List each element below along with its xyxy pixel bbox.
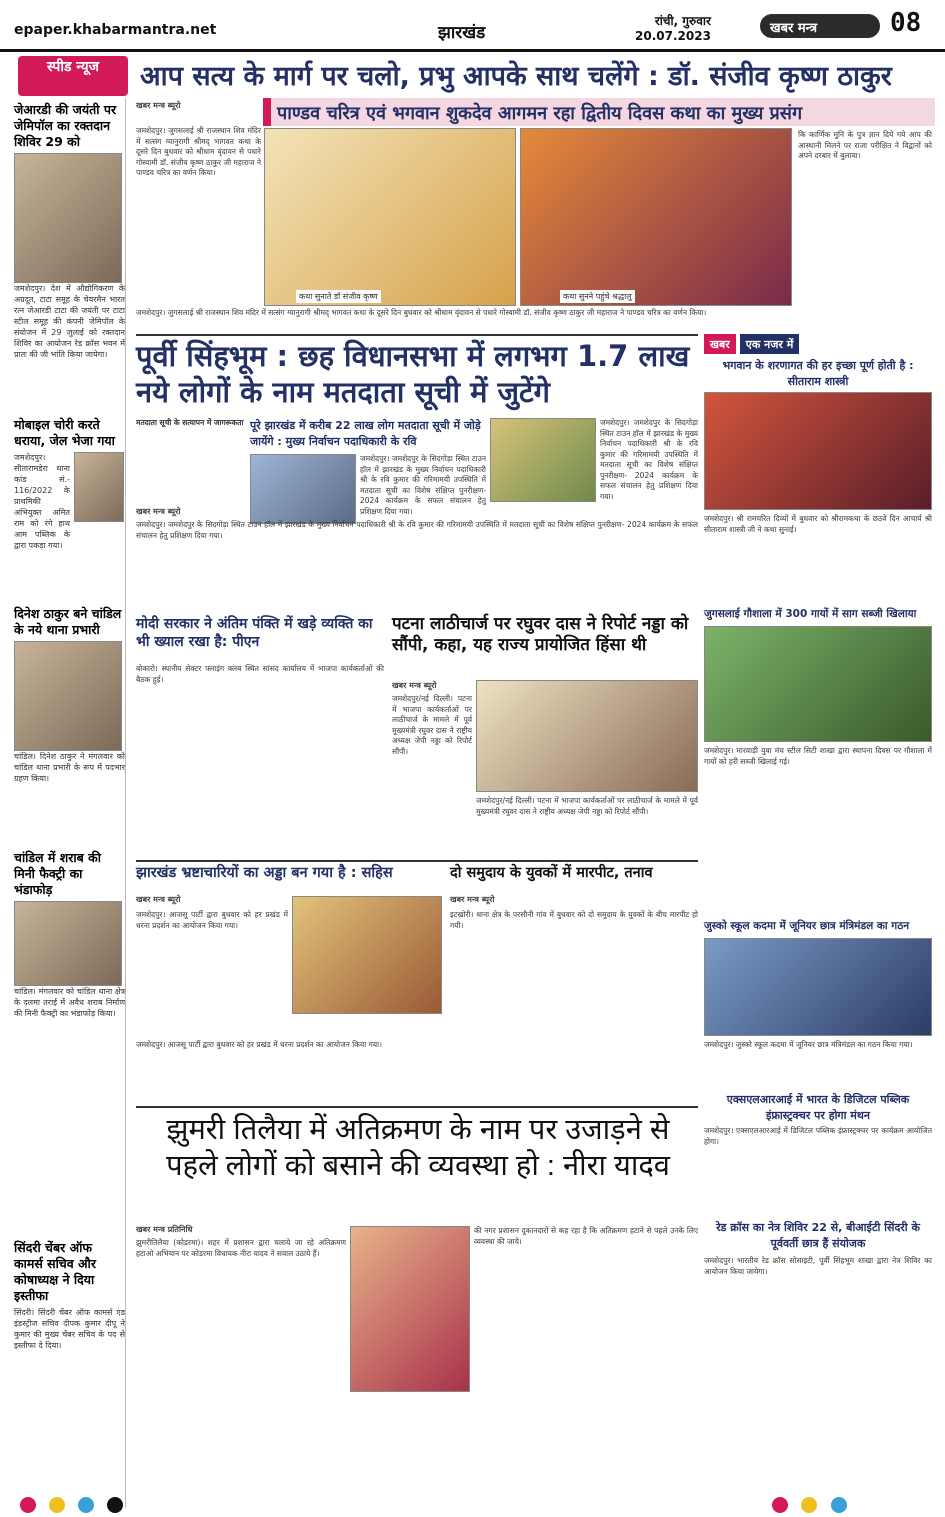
patna-body-2: जमशेदपुर/नई दिल्ली। पटना में भाजपा कार्यकर्ताओं पर लाठीचार्ज के मामले में पूर्व मुख्यमंत्री रघुवर दास ने राष्ट्रीय अध्यक्ष जेपी नड्डा को रिपोर्ट सौंपी। [476, 796, 698, 816]
right-text-2: जमशेदपुर। मारवाड़ी युवा मंच स्टील सिटी शाखा द्वारा स्थापना दिवस पर गौशाला में गायों को हरी सब्जी खिलाई गई। [704, 746, 932, 766]
story5-byline: खबर मन्त्र ब्यूरो [136, 895, 181, 904]
divider-3 [136, 1106, 698, 1108]
story1-byline: खबर मन्त्र ब्यूरो [136, 101, 181, 110]
story1-continued: जमशेदपुर। जुगसलाई श्री राजस्थान शिव मंदिर में सत्संग ग्यानुरागी श्रीमद् भागवत कथा के दूसरे दिन बुधवार को श्रीधाम वृंदावन से पधारे गोस्वामी डॉ. संजीव कृष्ण ठाकुर जी महाराज ने पाण्डव चरित्र का वर्णन किया। [136, 308, 707, 317]
sidebar-text-3: चांडिल। दिनेश ठाकुर ने मंगलवार को चांडिल थाना प्रभारी के रूप में पदभार ग्रहण किया। [14, 752, 125, 783]
portrait-photo [14, 153, 122, 283]
sidebar-text-2: जमशेदपुर। सीतारामडेरा थाना कांड सं.- 116/2022 के प्राथमिकी अभियुक्त अमित राम को रंगे हाथ आम पब्लिक के द्वारा पकड़ा गया। [14, 453, 70, 550]
brand-logo: खबर मन्त्र [760, 14, 880, 38]
date-line [635, 14, 711, 44]
awareness-photo [490, 418, 596, 502]
sidebar-head-2: मोबाइल चोरी करते धराया, जेल भेजा गया [14, 417, 115, 448]
voter-subhead: पूरे झारखंड में करीब 22 लाख लोग मतदाता सूची में जोड़े जायेंगे : मुख्य निर्वाचन पदाधिकारी के रवि [250, 419, 481, 448]
right-head-4: एक्सएलआरआई में भारत के डिजिटल पब्लिक इंफ्रास्ट्रक्चर पर होगा मंथन [726, 1093, 910, 1122]
encroachment-body: झुमरीतिलैया (कोडरमा)। शहर में प्रशासन द्वारा चलाये जा रहे अतिक्रमण हटाओ अभियान पर कोडरमा विधायक नीरा यादव ने सवाल उठाये हैं। [136, 1238, 346, 1258]
factory-photo [14, 901, 122, 986]
divider-2 [136, 860, 698, 862]
story1-lead: जमशेदपुर। जुगसलाई श्री राजस्थान शिव मंदिर में सत्संग ग्यानुरागी श्रीमद् भागवत कथा के दूसरे दिन बुधवार को श्रीधाम वृंदावन से पधारे गोस्वामी डॉ. संजीव कृष्ण ठाकुर जी महाराज ने पाण्डव चरित्र का वर्णन किया। [136, 126, 261, 177]
voter-text-b: जमशेदपुर। जमशेदपुर के सिदगोड़ा स्थित टाउन हॉल में झारखंड के मुख्य निर्वाचन पदाधिकारी श्री के रवि कुमार की गरिमामयी उपस्थिति में मतदाता सूची का विशेष संक्षिप्त पुनरीक्षण- 2024 कार्यक्रम के सफल संचालन हेतु प्रशिक्षण दिया गया। [600, 418, 698, 501]
story1-right: कि कार्णिक मुनि के पुत्र ज्ञान दिये गये आप की आस्थानी मिलने पर राजा परीक्षित ने विद्वानों को अपने दरबार में बुलाया। [798, 130, 932, 160]
encroachment-right: की नगर प्रशासन दुकानदारों से कह रहा है कि अतिक्रमण हटाने से पहले उनके लिए व्यवस्था की जाये। [474, 1226, 698, 1246]
right-head-2: जुगसलाई गौशाला में 300 गायों में साग सब्जी खिलाया [704, 608, 917, 620]
masthead [0, 0, 945, 52]
caption-2: कथा सुनने पहुंचे श्रद्धालु [560, 290, 635, 303]
right-text-1: जमशेदपुर। श्री रामचरित दिव्यों में बुधवार को श्रीरामकथा के छठवें दिन आचार्य श्री सीताराम शास्त्री जी ने कथा सुनाई। [704, 514, 932, 534]
gaushala-photo [704, 626, 932, 742]
sidebar-head-4: चांडिल में शराब की मिनी फैक्ट्री का भंडाफोड़ [14, 850, 101, 897]
color-dot [772, 1497, 788, 1513]
neera-yadav-photo [350, 1226, 470, 1392]
left-sidebar [14, 98, 126, 1508]
audience-photo [520, 128, 792, 306]
right-head-5: रेड क्रॉस का नेत्र शिविर 22 से, बीआईटी सिंदरी के पूर्ववर्ती छात्र हैं संयोजक [716, 1221, 920, 1250]
voter-note: मतदाता सूची के सत्यापन में जागरूकता [136, 418, 244, 427]
story2-byline: खबर मन्त्र ब्यूरो [136, 507, 181, 516]
right-text-5: जमशेदपुर। भारतीय रेड क्रॉस सोसाइटी, पूर्वी सिंहभूम शाखा द्वारा नेत्र शिविर का आयोजन किया जायेगा। [704, 1256, 932, 1276]
band-headline: पाण्डव चरित्र एवं भगवान शुकदेव आगमन रहा द्वितीय दिवस कथा का मुख्य प्रसंग [263, 98, 935, 126]
right-head-1: भगवान के शरणागत की हर इच्छा पूर्ण होती है : सीताराम शास्त्री [722, 359, 914, 388]
story5-continued: जमशेदपुर। आजसू पार्टी द्वारा बुधवार को हर प्रखंड में धरना प्रदर्शन का आयोजन किया गया। [136, 1040, 382, 1049]
color-dot [20, 1497, 36, 1513]
sidebar-head-3: दिनेश ठाकुर बने चांडिल के नये थाना प्रभारी [14, 606, 122, 637]
modi-body: बोकारो। स्थानीय सेक्टर फ्लाइंग क्लब स्थित सांसद कार्यालय में भाजपा कार्यकर्ताओं की बैठक हुई। [136, 664, 384, 684]
story5-byline-2: खबर मन्त्र ब्यूरो [450, 895, 495, 904]
color-dot [49, 1497, 65, 1513]
officer-photo [14, 641, 122, 751]
sidebar-head-5: सिंदरी चेंबर ऑफ कामर्स सचिव और कोषाध्यक्ष ने दिया इस्तीफा [14, 1240, 96, 1303]
story6-byline: खबर मन्त्र प्रतिनिधि [136, 1225, 193, 1234]
right-head-3: जुस्को स्कूल कदमा में जूनियर छात्र मंत्रिमंडल का गठन [704, 920, 910, 932]
glance-tag: खबर [704, 334, 736, 354]
ajsu-body: जमशेदपुर। आजसू पार्टी द्वारा बुधवार को हर प्रखंड में धरना प्रदर्शन का आयोजन किया गया। [136, 910, 288, 930]
caption-1: कथा सुनाते डॉ संजीव कृष्ण [296, 290, 381, 303]
top-headline: आप सत्य के मार्ग पर चलो, प्रभु आपके साथ चलेंगे : डॉ. संजीव कृष्ण ठाकुर [140, 61, 892, 92]
patna-headline: पटना लाठीचार्ज पर रघुवर दास ने रिपोर्ट नड्डा को सौंपी, कहा, यह राज्य प्रायोजित हिंसा थी [392, 614, 689, 656]
right-text-4: जमशेदपुर। एक्सएलआरआई में डिजिटल पब्लिक इंफ्रास्ट्रक्चर पर कार्यक्रम आयोजित होगा। [704, 1126, 932, 1146]
right-text-3: जमशेदपुर। जुस्को स्कूल कदमा में जूनियर छात्र मंत्रिमंडल का गठन किया गया। [704, 1040, 913, 1049]
site-url[interactable]: epaper.khabarmantra.net [14, 22, 217, 38]
color-dot [107, 1497, 123, 1513]
katha-photo [264, 128, 516, 306]
page-number: 08 [890, 8, 922, 38]
modi-headline: मोदी सरकार ने अंतिम पंक्ति में खड़े व्यक्ति का भी ख्याल रखा है: पीएन [136, 616, 373, 650]
color-dot [78, 1497, 94, 1513]
divider [136, 334, 698, 336]
sidebar-text-5: सिंदरी। सिंदरी चेंबर ऑफ कामर्स एंड इंडस्ट्रीज सचिव दीपक कुमार दीपू ने कुमार की मुख्य चेंबर सचिव के पद से इस्तीफा दे दिया। [14, 1308, 125, 1350]
accused-photo [74, 452, 124, 522]
nadda-photo [476, 680, 698, 792]
shastri-photo [704, 392, 932, 510]
glance-tag-2: एक नजर में [740, 334, 800, 354]
clash-body: इटखोरी। थाना क्षेत्र के परसौनी गांव में बुधवार को दो समुदाय के युवकों के बीच मारपीट हो गयी। [450, 910, 698, 930]
voter-text-a: जमशेदपुर। जमशेदपुर के सिदगोड़ा स्थित टाउन हॉल में झारखंड के मुख्य निर्वाचन पदाधिकारी श्री के रवि कुमार की गरिमामयी उपस्थिति में मतदाता सूची का विशेष संक्षिप्त पुनरीक्षण- 2024 कार्यक्रम के सफल संचालन हेतु प्रशिक्षण दिया गया। [360, 454, 486, 516]
story4-byline: खबर मन्त्र ब्यूरो [392, 681, 437, 690]
sidebar-text-4: चांडिल। मंगलवार को चांडिल थाना क्षेत्र के दलमा तराई में अवैध शराब निर्माण की मिनी फैक्ट्री का भंडाफोड़ किया। [14, 987, 125, 1018]
footer-strip [0, 1494, 945, 1517]
voter-photo [250, 454, 356, 524]
glance-header [704, 334, 932, 354]
color-dot [801, 1497, 817, 1513]
voter-headline: पूर्वी सिंहभूम : छह विधानसभा में लगभग 1.7 लाख नये लोगों के नाम मतदाता सूची में जुटेंगे [136, 339, 690, 410]
corruption-headline: झारखंड भ्रष्टाचारियों का अड्डा बन गया है : सहिस [136, 865, 393, 881]
patna-body: जमशेदपुर/नई दिल्ली। पटना में भाजपा कार्यकर्ताओं पर लाठीचार्ज के मामले में पूर्व मुख्यमंत्री रघुवर दास ने राष्ट्रीय अध्यक्ष जेपी नड्डा को रिपोर्ट सौंपी। [392, 694, 472, 756]
section-title: झारखंड [438, 23, 486, 43]
speed-news-logo: स्पीड न्यूज [18, 56, 128, 96]
story2-body: जमशेदपुर। जमशेदपुर के सिदगोड़ा स्थित टाउन हॉल में झारखंड के मुख्य निर्वाचन पदाधिकारी श्री के रवि कुमार की गरिमामयी उपस्थिति में मतदाता सूची का विशेष संक्षिप्त पुनरीक्षण- 2024 कार्यक्रम के सफल संचालन हेतु प्रशिक्षण दिया गया। [136, 520, 698, 540]
city-day: रांची, गुरुवार [654, 14, 711, 28]
color-dot [831, 1497, 847, 1513]
encroachment-headline: झुमरी तिलैया में अतिक्रमण के नाम पर उजाड़ने से पहले लोगों को बसाने की व्यवस्था हो : नीरा यादव [166, 1114, 670, 1183]
ajsu-photo [292, 896, 442, 1014]
school-photo [704, 938, 932, 1036]
issue-date: 20.07.2023 [635, 29, 711, 43]
sidebar-text-1: जमशेदपुर। देश में औद्योगिकरण के अग्रदूत, टाटा समूह के चेयरमैन भारत रत्न जेआरडी टाटा की जयंती पर टाटा स्टील समूह की कंपनी जेमिपॉल के संयोजन में 29 जुलाई को रक्तदान शिविर का आयोजन रेड क्रॉस भवन में प्रातः की जी भांति किया जायेगा। [14, 284, 125, 359]
clash-headline: दो समुदाय के युवकों में मारपीट, तनाव [450, 865, 653, 881]
sidebar-head-1: जेआरडी की जयंती पर जेमिपॉल का रक्तदान शिविर 29 को [14, 102, 117, 149]
